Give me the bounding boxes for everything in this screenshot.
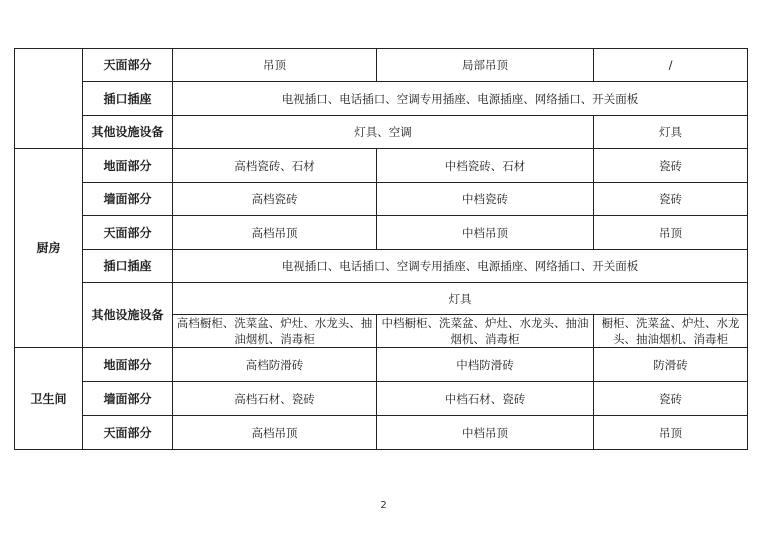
basic-grade-cell: 灯具 — [594, 116, 748, 149]
mid-grade-cell: 局部吊顶 — [377, 49, 594, 82]
table-row — [15, 116, 748, 149]
section-cell-continued — [15, 49, 83, 149]
mid-grade-cell: 中档石材、瓷砖 — [377, 382, 594, 416]
merged-cell: 灯具、空调 — [173, 116, 594, 149]
high-grade-cell: 高档防滑砖 — [173, 348, 377, 382]
merged-cell: 电视插口、电话插口、空调专用插座、电源插座、网络插口、开关面板 — [173, 250, 748, 283]
table-row — [15, 283, 748, 315]
table-row — [15, 149, 748, 183]
table-row — [15, 216, 748, 250]
category-cell: 墙面部分 — [83, 382, 173, 416]
high-grade-cell: 高档瓷砖 — [173, 183, 377, 216]
basic-grade-cell: 橱柜、洗菜盆、炉灶、水龙头、抽油烟机、消毒柜 — [594, 315, 748, 348]
mid-grade-cell: 中档吊顶 — [377, 216, 594, 250]
mid-grade-cell: 中档防滑砖 — [377, 348, 594, 382]
category-cell: 插口插座 — [83, 250, 173, 283]
table-row — [15, 49, 748, 82]
category-cell: 其他设施设备 — [83, 283, 173, 348]
category-cell: 天面部分 — [83, 49, 173, 82]
basic-grade-cell: 瓷砖 — [594, 183, 748, 216]
mid-grade-cell: 中档瓷砖、石材 — [377, 149, 594, 183]
category-cell: 地面部分 — [83, 149, 173, 183]
spec-table — [14, 48, 748, 450]
category-cell: 天面部分 — [83, 216, 173, 250]
category-cell: 其他设施设备 — [83, 116, 173, 149]
merged-cell: 电视插口、电话插口、空调专用插座、电源插座、网络插口、开关面板 — [173, 82, 748, 116]
basic-grade-cell: / — [594, 49, 748, 82]
basic-grade-cell: 瓷砖 — [594, 149, 748, 183]
table-row — [15, 183, 748, 216]
merged-cell: 灯具 — [173, 283, 748, 315]
basic-grade-cell: 吊顶 — [594, 416, 748, 450]
section-label-kitchen: 厨房 — [15, 149, 83, 348]
table-row — [15, 348, 748, 382]
category-cell: 插口插座 — [83, 82, 173, 116]
page-number: 2 — [380, 500, 387, 511]
basic-grade-cell: 防滑砖 — [594, 348, 748, 382]
high-grade-cell: 高档橱柜、洗菜盆、炉灶、水龙头、抽油烟机、消毒柜 — [173, 315, 377, 348]
category-cell: 墙面部分 — [83, 183, 173, 216]
category-cell: 天面部分 — [83, 416, 173, 450]
table-row — [15, 416, 748, 450]
table-row — [15, 250, 748, 283]
table-row — [15, 82, 748, 116]
high-grade-cell: 高档瓷砖、石材 — [173, 149, 377, 183]
basic-grade-cell: 吊顶 — [594, 216, 748, 250]
high-grade-cell: 高档吊顶 — [173, 216, 377, 250]
mid-grade-cell: 中档瓷砖 — [377, 183, 594, 216]
section-label-bathroom: 卫生间 — [15, 348, 83, 450]
basic-grade-cell: 瓷砖 — [594, 382, 748, 416]
high-grade-cell: 高档吊顶 — [173, 416, 377, 450]
high-grade-cell: 吊顶 — [173, 49, 377, 82]
category-cell: 地面部分 — [83, 348, 173, 382]
mid-grade-cell: 中档橱柜、洗菜盆、炉灶、水龙头、抽油烟机、消毒柜 — [377, 315, 594, 348]
table-row — [15, 382, 748, 416]
mid-grade-cell: 中档吊顶 — [377, 416, 594, 450]
high-grade-cell: 高档石材、瓷砖 — [173, 382, 377, 416]
